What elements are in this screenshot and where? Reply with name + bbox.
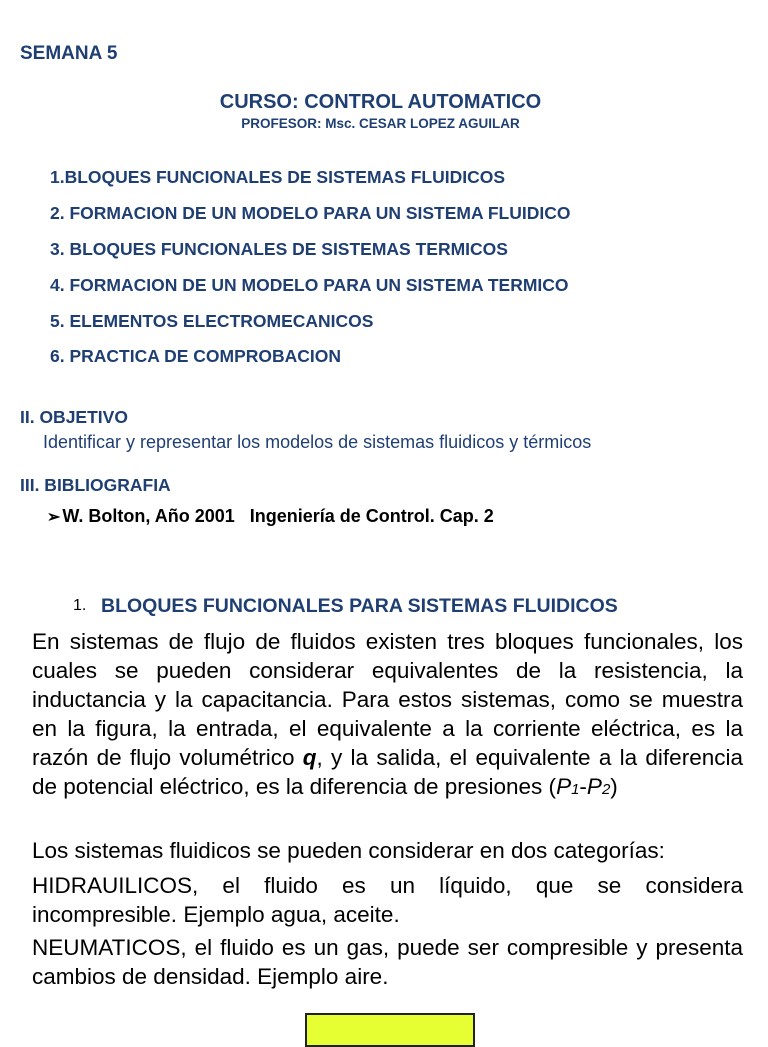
- topic-item: 2. FORMACION DE UN MODELO PARA UN SISTEMA FLUIDICO: [50, 203, 571, 223]
- topic-item: 3. BLOQUES FUNCIONALES DE SISTEMAS TERMICOS: [50, 239, 508, 259]
- paragraph-intro: En sistemas de flujo de fluidos existen tres bloques funcionales, los cuales se pueden considerar equivalentes de la resistencia, la inductancia y la capacitancia. Para estos sistemas, como se muestra en la figura, la entrada, el equivalente a la corriente eléctrica, es la razón de flujo volumétrico q, y la salida, el equivalente a la diferencia de potencial eléctrico, es la diferencia de presiones (P1-P2): [32, 629, 743, 799]
- bibliography-heading: III. BIBLIOGRAFIA: [20, 475, 171, 495]
- paragraph-hydraulic: HIDRAUILICOS, el fluido es un líquido, que se considera incompresible. Ejemplo agua, aceite.: [32, 873, 743, 927]
- topic-item: 1.BLOQUES FUNCIONALES DE SISTEMAS FLUIDICOS: [50, 167, 506, 187]
- topic-item: 5. ELEMENTOS ELECTROMECANICOS: [50, 311, 374, 331]
- bibliography-entry: [47, 506, 494, 527]
- topic-item: 4. FORMACION DE UN MODELO PARA UN SISTEMA TERMICO: [50, 275, 569, 295]
- week-label: SEMANA 5: [20, 43, 118, 64]
- paragraph-categories: Los sistemas fluidicos se pueden considerar en dos categorías:: [32, 838, 665, 863]
- paragraph-pneumatic: NEUMATICOS, el fluido es un gas, puede ser compresible y presenta cambios de densidad. Ejemplo aire.: [32, 935, 743, 989]
- highlight-box: [305, 1013, 475, 1047]
- section-title: BLOQUES FUNCIONALES PARA SISTEMAS FLUIDICOS: [101, 595, 618, 617]
- professor-line: PROFESOR: Msc. CESAR LOPEZ AGUILAR: [241, 116, 520, 131]
- objective-text: Identificar y representar los modelos de sistemas fluidicos y térmicos: [43, 432, 592, 452]
- arrow-bullet-icon: ➢: [47, 509, 61, 526]
- flow-rate-symbol: q: [302, 745, 317, 770]
- topic-item: 6. PRACTICA DE COMPROBACION: [50, 346, 342, 366]
- bibliography-text: W. Bolton, Año 2001 Ingeniería de Control. Cap. 2: [62, 506, 494, 526]
- objective-heading: II. OBJETIVO: [20, 407, 128, 427]
- section-number: 1.: [73, 597, 87, 614]
- course-title: CURSO: CONTROL AUTOMATICO: [219, 91, 542, 113]
